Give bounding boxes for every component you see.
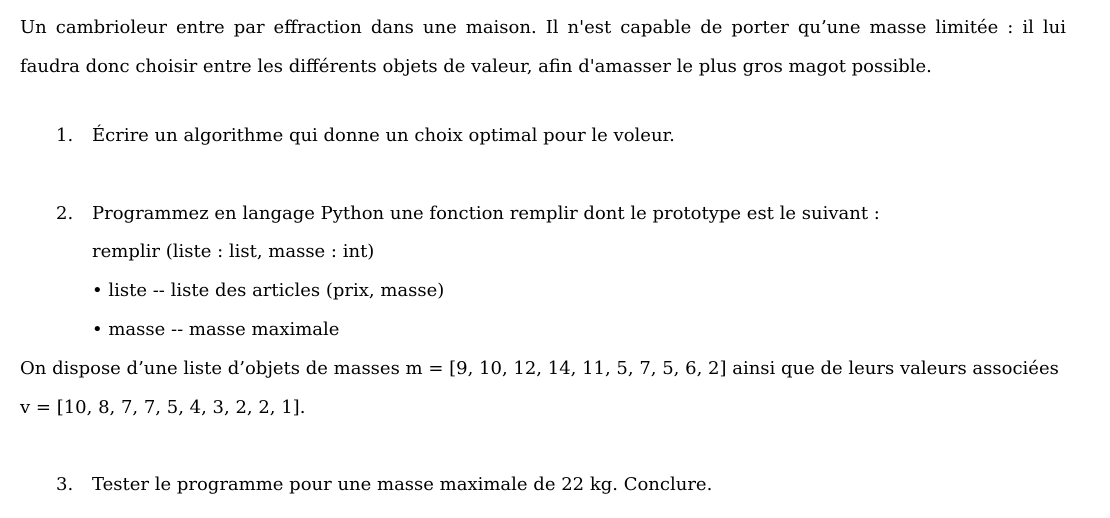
question-3-text: Tester le programme pour une masse maximale de 22 kg. Conclure. <box>92 474 713 495</box>
parameter-liste-bullet: • liste -- liste des articles (prix, masse) <box>92 280 445 301</box>
question-2-text: Programmez en langage Python une fonction remplir dont le prototype est le suivant : <box>92 203 880 224</box>
data-values-line: v = [10, 8, 7, 7, 5, 4, 3, 2, 2, 1]. <box>20 397 306 418</box>
question-1-text: Écrire un algorithme qui donne un choix optimal pour le voleur. <box>92 125 675 146</box>
question-1-number: 1. <box>56 125 74 146</box>
function-prototype: remplir (liste : list, masse : int) <box>92 241 375 262</box>
question-2-number: 2. <box>56 203 74 224</box>
data-masses-line: On dispose d’une liste d’objets de masses m = [9, 10, 12, 14, 11, 5, 7, 5, 6, 2] ainsi que de leurs valeurs associées <box>20 358 1059 379</box>
parameter-masse-bullet: • masse -- masse maximale <box>92 319 340 340</box>
intro-paragraph: Un cambrioleur entre par effraction dans une maison. Il n'est capable de porter qu’une masse limitée : il lui faudra donc choisir entre les différents objets de valeur, afin d'amasser le plus gros magot possible. <box>20 17 1066 77</box>
question-3-number: 3. <box>56 474 74 495</box>
